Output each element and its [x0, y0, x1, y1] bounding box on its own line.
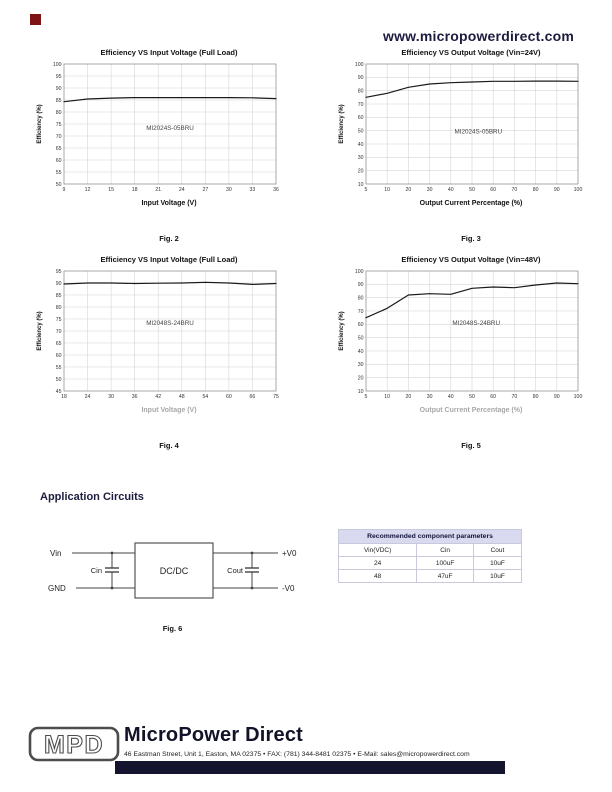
- vin-label: Vin: [50, 549, 62, 558]
- svg-text:18: 18: [61, 394, 67, 400]
- svg-text:80: 80: [532, 394, 539, 400]
- component-parameters-table: [338, 529, 522, 583]
- mpd-logo-text: MPD: [43, 731, 105, 759]
- svg-text:MI2048S-24BRU: MI2048S-24BRU: [146, 320, 194, 327]
- svg-text:30: 30: [108, 394, 115, 400]
- efficiency-chart-fig5: [330, 255, 592, 450]
- footer-bar: [115, 761, 505, 774]
- svg-text:10: 10: [384, 187, 391, 193]
- svg-text:95: 95: [55, 268, 62, 275]
- company-name: MicroPower Direct: [124, 724, 304, 746]
- svg-text:70: 70: [357, 101, 364, 108]
- svg-text:60: 60: [490, 394, 497, 400]
- svg-text:70: 70: [511, 187, 518, 193]
- figure-caption: Fig. 4: [159, 441, 179, 450]
- svg-text:MI2024S-05BRU: MI2024S-05BRU: [146, 125, 194, 132]
- svg-text:30: 30: [426, 394, 433, 400]
- chart-x-axis-label: Input Voltage (V): [141, 200, 197, 207]
- svg-text:75: 75: [55, 121, 62, 128]
- svg-text:66: 66: [249, 394, 256, 400]
- chart-title: Efficiency VS Input Voltage (Full Load): [100, 255, 238, 264]
- svg-text:60: 60: [357, 115, 364, 122]
- svg-text:90: 90: [553, 187, 560, 193]
- table-row: [339, 557, 522, 570]
- svg-text:60: 60: [225, 394, 232, 400]
- svg-text:100: 100: [573, 187, 583, 193]
- svg-text:12: 12: [84, 187, 91, 193]
- chart-plot-area: [34, 59, 284, 199]
- svg-text:Efficiency (%): Efficiency (%): [37, 104, 43, 144]
- column-header-cin: Cin: [417, 544, 474, 557]
- svg-text:100: 100: [354, 268, 364, 275]
- svg-text:90: 90: [357, 282, 364, 289]
- table-cell: 47uF: [417, 570, 474, 583]
- svg-text:MI2048S-24BRU: MI2048S-24BRU: [452, 320, 501, 327]
- svg-text:20: 20: [405, 394, 412, 400]
- chart-plot-area: [34, 266, 284, 406]
- svg-text:40: 40: [447, 187, 454, 193]
- svg-text:85: 85: [55, 292, 62, 299]
- svg-text:80: 80: [357, 88, 364, 95]
- svg-text:100: 100: [354, 61, 364, 68]
- chart-plot-area: [336, 266, 586, 406]
- svg-text:60: 60: [357, 322, 364, 329]
- svg-text:65: 65: [55, 340, 62, 347]
- svg-text:95: 95: [55, 73, 62, 80]
- svg-text:60: 60: [55, 352, 62, 359]
- cout-label: Cout: [227, 566, 243, 575]
- mpd-logo: [28, 726, 120, 762]
- svg-text:45: 45: [55, 388, 62, 395]
- svg-text:5: 5: [364, 394, 368, 400]
- svg-text:10: 10: [357, 388, 364, 395]
- corner-red-square: [30, 14, 41, 25]
- figure-caption: Fig. 3: [461, 234, 481, 243]
- svg-text:Efficiency (%): Efficiency (%): [339, 311, 345, 351]
- chart-x-axis-label: Output Current Percentage (%): [419, 407, 523, 414]
- efficiency-chart-fig2: [28, 48, 290, 243]
- chart-x-axis-label: Input Voltage (V): [141, 407, 197, 414]
- chart-title: Efficiency VS Output Voltage (Vin=24V): [401, 48, 541, 57]
- svg-text:24: 24: [178, 187, 185, 193]
- svg-text:70: 70: [55, 133, 62, 140]
- svg-text:9: 9: [62, 187, 66, 193]
- table-header-row: [339, 544, 522, 557]
- svg-text:50: 50: [55, 181, 62, 188]
- svg-text:Efficiency (%): Efficiency (%): [37, 311, 43, 351]
- chart-title: Efficiency VS Input Voltage (Full Load): [100, 48, 238, 57]
- chart-x-axis-label: Output Current Percentage (%): [419, 200, 523, 207]
- svg-text:Efficiency (%): Efficiency (%): [339, 104, 345, 144]
- svg-text:54: 54: [202, 394, 209, 400]
- efficiency-chart-fig4: [28, 255, 290, 450]
- efficiency-chart-fig3: [330, 48, 592, 243]
- table-row: [339, 570, 522, 583]
- svg-text:55: 55: [55, 169, 62, 176]
- svg-text:75: 75: [273, 394, 279, 400]
- svg-text:80: 80: [55, 304, 62, 311]
- svg-text:MI2024S-05BRU: MI2024S-05BRU: [454, 128, 503, 136]
- svg-text:24: 24: [84, 394, 91, 400]
- figure-caption: Fig. 2: [159, 234, 179, 243]
- svg-text:20: 20: [357, 168, 364, 175]
- svg-text:50: 50: [357, 128, 364, 135]
- svg-text:80: 80: [532, 187, 539, 193]
- svg-text:20: 20: [405, 187, 412, 193]
- svg-text:55: 55: [55, 364, 62, 371]
- chart-plot-area: [336, 59, 586, 199]
- svg-text:42: 42: [155, 394, 162, 400]
- svg-text:50: 50: [469, 187, 475, 193]
- svg-text:20: 20: [357, 375, 364, 382]
- svg-text:65: 65: [55, 145, 62, 152]
- figure-caption: Fig. 5: [461, 441, 481, 450]
- table-title: Recommended component parameters: [339, 530, 522, 544]
- svg-text:10: 10: [357, 181, 364, 188]
- svg-text:100: 100: [573, 394, 583, 400]
- cin-label: Cin: [90, 566, 102, 575]
- svg-text:30: 30: [225, 187, 232, 193]
- table-cell: 10uF: [473, 557, 521, 570]
- application-circuit-diagram: [40, 528, 305, 623]
- svg-text:80: 80: [357, 295, 364, 302]
- svg-text:70: 70: [511, 394, 518, 400]
- svg-text:36: 36: [273, 187, 279, 193]
- svg-text:36: 36: [131, 394, 138, 400]
- svg-text:40: 40: [447, 394, 454, 400]
- column-header-vin: Vin(VDC): [339, 544, 417, 557]
- svg-text:90: 90: [55, 280, 62, 287]
- svg-text:30: 30: [426, 187, 433, 193]
- table-cell: 48: [339, 570, 417, 583]
- company-address: 46 Eastman Street, Unit 1, Easton, MA 02375 • FAX: (781) 344-8481 02375 • E-Mail: sales@micropowerdirect.com: [124, 751, 470, 758]
- negative-output-label: -V0: [282, 584, 295, 593]
- svg-text:48: 48: [178, 394, 185, 400]
- svg-text:90: 90: [55, 85, 62, 92]
- svg-text:40: 40: [357, 348, 364, 355]
- svg-text:70: 70: [55, 328, 62, 335]
- svg-text:40: 40: [357, 141, 364, 148]
- table-cell: 100uF: [417, 557, 474, 570]
- svg-text:85: 85: [55, 97, 62, 104]
- svg-text:5: 5: [364, 187, 368, 193]
- svg-text:90: 90: [553, 394, 560, 400]
- svg-text:50: 50: [357, 335, 364, 342]
- svg-text:21: 21: [155, 187, 162, 193]
- website-link[interactable]: www.micropowerdirect.com: [383, 28, 574, 44]
- chart-title: Efficiency VS Output Voltage (Vin=48V): [401, 255, 541, 264]
- svg-text:75: 75: [55, 316, 62, 323]
- section-title-application-circuits: Application Circuits: [40, 491, 144, 503]
- svg-text:27: 27: [202, 187, 209, 193]
- svg-text:50: 50: [55, 376, 62, 383]
- svg-text:80: 80: [55, 109, 62, 116]
- table-cell: 10uF: [473, 570, 521, 583]
- svg-text:15: 15: [108, 187, 115, 193]
- svg-text:33: 33: [249, 187, 256, 193]
- column-header-cout: Cout: [473, 544, 521, 557]
- svg-text:30: 30: [357, 362, 364, 369]
- svg-text:10: 10: [384, 394, 391, 400]
- svg-text:90: 90: [357, 75, 364, 82]
- positive-output-label: +V0: [282, 549, 297, 558]
- figure-caption: Fig. 6: [162, 624, 183, 633]
- svg-text:18: 18: [131, 187, 138, 193]
- table-cell: 24: [339, 557, 417, 570]
- svg-text:50: 50: [469, 394, 475, 400]
- svg-text:30: 30: [357, 155, 364, 162]
- gnd-label: GND: [48, 584, 66, 593]
- svg-text:70: 70: [357, 308, 364, 315]
- dcdc-box-label: DC/DC: [159, 566, 189, 576]
- svg-text:100: 100: [52, 61, 62, 68]
- svg-text:60: 60: [490, 187, 497, 193]
- svg-text:60: 60: [55, 157, 62, 164]
